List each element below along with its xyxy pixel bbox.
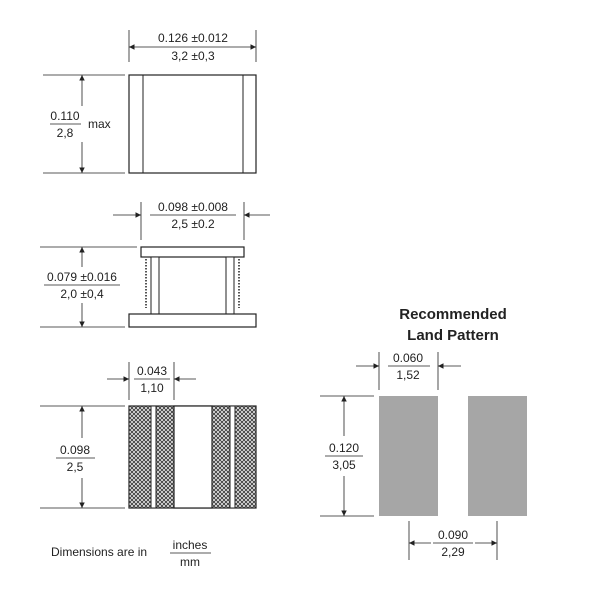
pad-height-inches: 0.120 <box>328 441 360 455</box>
terminal-right-hatch-inner <box>212 406 230 508</box>
pad-height-mm: 3,05 <box>332 458 356 472</box>
land-pattern-title-line1: Recommended <box>399 306 507 323</box>
side-width-inches: 0.098 ±0.008 <box>158 200 228 214</box>
terminal-left-hatch-inner <box>156 406 174 508</box>
land-pad-left <box>379 396 438 516</box>
side-base <box>129 314 256 327</box>
side-height-mm: 2,0 ±0,4 <box>60 287 104 301</box>
units-note-top: inches <box>172 538 208 552</box>
units-note <box>51 538 211 569</box>
terminal-core <box>174 406 212 508</box>
side-top-plate <box>141 247 244 257</box>
top-width-mm: 3,2 ±0,3 <box>171 49 215 63</box>
top-view-body <box>129 75 256 173</box>
terminal-height-inches: 0.098 <box>59 443 91 457</box>
top-width-inches: 0.126 ±0.012 <box>158 31 228 45</box>
side-height-inches: 0.079 ±0.016 <box>47 270 117 284</box>
side-view <box>40 200 270 327</box>
gap-mm: 2,29 <box>441 545 465 559</box>
terminal-view <box>40 362 256 508</box>
terminal-width-inches: 0.043 <box>136 364 168 378</box>
terminal-width-mm: 1,10 <box>140 381 164 395</box>
terminal-right-hatch-outer <box>235 406 256 508</box>
land-pattern <box>320 306 527 560</box>
terminal-height-mm: 2,5 <box>66 460 84 474</box>
pad-width-inches: 0.060 <box>392 351 424 365</box>
side-width-mm: 2,5 ±0.2 <box>171 217 215 231</box>
land-pad-right <box>468 396 527 516</box>
terminal-left-strip <box>151 406 156 508</box>
land-pattern-title-line2: Land Pattern <box>407 327 499 344</box>
units-note-prefix: Dimensions are in <box>51 545 148 559</box>
top-height-inches: 0.110 <box>50 109 80 123</box>
terminal-right-strip <box>230 406 235 508</box>
top-view <box>43 30 256 173</box>
top-height-suffix: max <box>88 117 111 131</box>
terminal-left-hatch-outer <box>129 406 151 508</box>
pad-width-mm: 1,52 <box>396 368 420 382</box>
units-note-bottom: mm <box>180 555 200 569</box>
gap-inches: 0.090 <box>437 528 469 542</box>
top-height-mm: 2,8 <box>56 126 74 140</box>
